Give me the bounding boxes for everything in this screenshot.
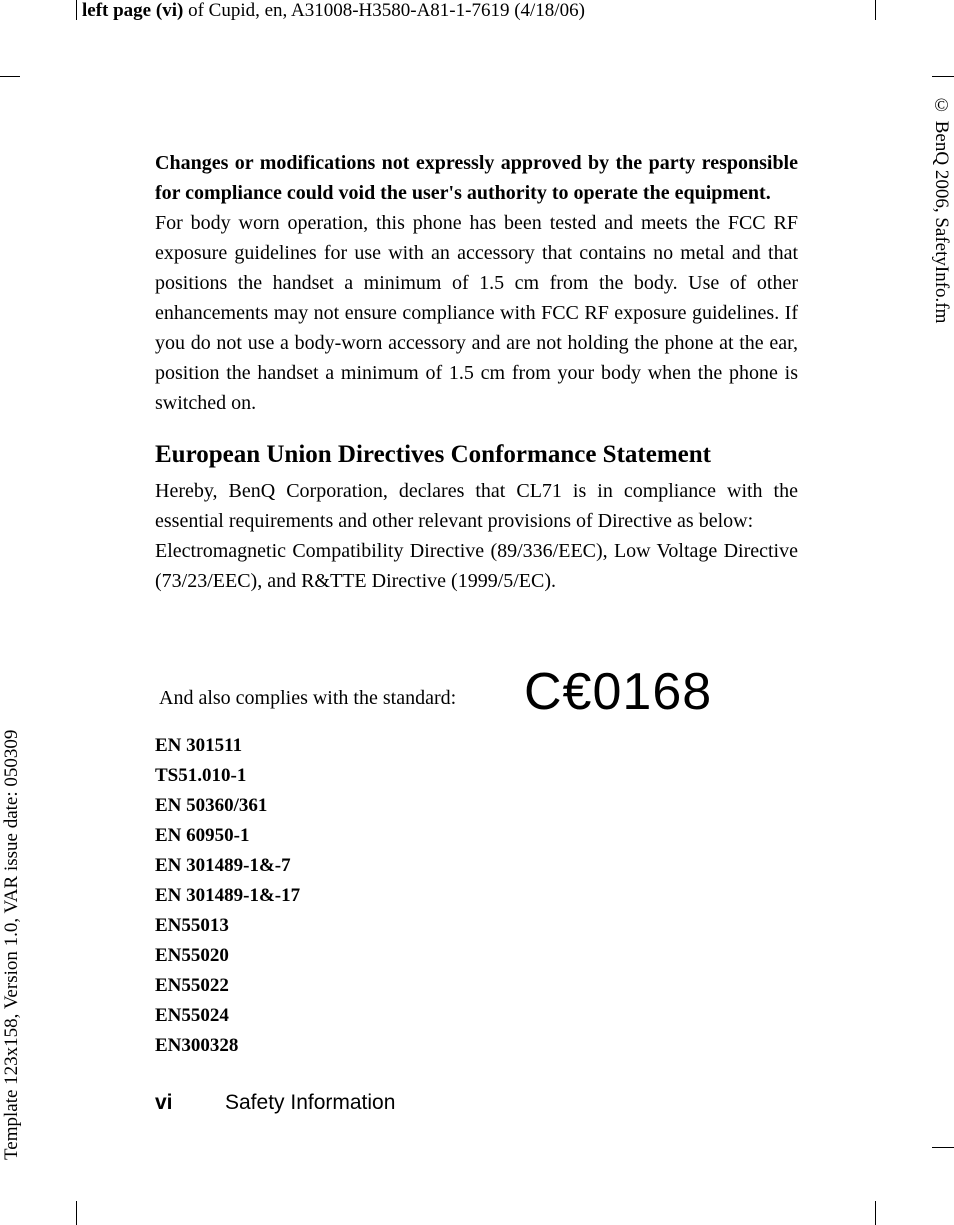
footer-section-title: Safety Information (225, 1091, 396, 1114)
crop-mark-top-left-v (76, 0, 77, 20)
standard-item: EN55013 (155, 915, 229, 936)
crop-mark-top-left-h (0, 76, 20, 77)
complies-label: And also complies with the standard: (159, 687, 457, 709)
standard-item: EN55022 (155, 975, 229, 996)
main-content (155, 148, 798, 596)
crop-mark-bottom-right-v (875, 1201, 876, 1225)
standard-item: EN 301489-1&-7 (155, 855, 291, 876)
standard-item: EN 60950-1 (155, 825, 250, 846)
eu-heading: European Union Directives Conformance Statement (155, 441, 711, 468)
standard-item: EN300328 (155, 1035, 239, 1056)
standard-item: EN55020 (155, 945, 229, 966)
page-footer (155, 1090, 395, 1116)
header-page-label: left page (vi) (82, 0, 184, 21)
header-doc-info: of Cupid, en, A31008-H3580-A81-1-7619 (4/18/06) (183, 0, 585, 21)
standard-item: EN 301511 (155, 735, 243, 756)
crop-mark-top-right-h (932, 76, 954, 77)
crop-mark-bottom-right-h (932, 1147, 954, 1148)
footer-page-number: vi (155, 1091, 173, 1114)
page-header (82, 0, 585, 22)
crop-mark-top-right-v (875, 0, 876, 20)
crop-mark-bottom-left-v (76, 1201, 77, 1225)
eu-directives: Electromagnetic Compatibility Directive (89/336/EEC), Low Voltage Directive (73/23/EEC), and R&TTE Directive (1999/5/EC). (155, 540, 798, 592)
fcc-warning: Changes or modifications not expressly approved by the party responsible for compliance could void the user's authority to operate the equipment. (155, 152, 798, 204)
body-worn-paragraph: For body worn operation, this phone has been tested and meets the FCC RF exposure guidelines for use with an accessory that contains no metal and that positions the handset a minimum of 1.5 cm from the body. Use of other enhancements may not ensure compliance with FCC RF exposure guidelines. If you do not use a body-worn accessory and are not holding the phone at the ear, position the handset a minimum of 1.5 cm from your body when the phone is switched on. (155, 212, 798, 414)
template-side-text: Template 123x158, Version 1.0, VAR issue date: 050309 (1, 729, 22, 1160)
standard-item: EN 301489-1&-17 (155, 885, 301, 906)
standard-item: EN 50360/361 (155, 795, 268, 816)
ce-mark-logo: C€0168 (524, 663, 713, 721)
standard-item: EN55024 (155, 1005, 229, 1026)
eu-declaration: Hereby, BenQ Corporation, declares that CL71 is in compliance with the essential requirements and other relevant provisions of Directive as below: (155, 480, 798, 532)
standard-item: TS51.010-1 (155, 765, 247, 786)
standards-list (155, 731, 300, 1061)
copyright-side-text: © BenQ 2006, SafetyInfo.fm (931, 95, 952, 324)
